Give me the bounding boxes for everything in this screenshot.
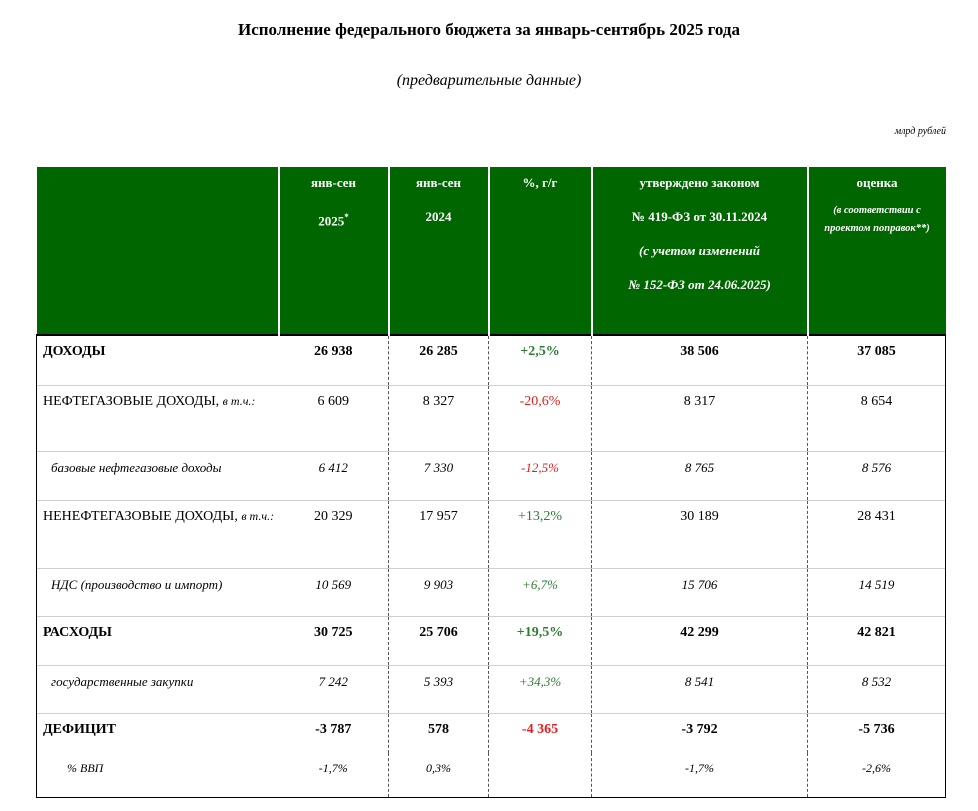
header-2024-year: 2024 (425, 209, 452, 224)
cell-pct: +19,5% (489, 616, 592, 665)
cell-law: 30 189 (592, 500, 808, 568)
row-label (37, 500, 279, 568)
cell-2025: -1,7% (318, 761, 348, 775)
header-pct-label: %, г/г (522, 175, 558, 190)
header-est-line2: (в соответствии с (833, 205, 921, 216)
cell-2025: 30 725 (314, 624, 353, 640)
row-label: НДС (производство и импорт) (37, 568, 279, 616)
cell-2025: -3 787 (315, 721, 352, 737)
cell-law: 38 506 (592, 335, 808, 385)
header-law-line4: № 152-ФЗ от 24.06.2025) (628, 277, 771, 292)
cell-law: 15 706 (592, 568, 808, 616)
cell-estimate: 8 532 (808, 665, 946, 713)
header-est-line3: проектом поправок**) (824, 223, 930, 234)
cell-law: 8 541 (592, 665, 808, 713)
cell-2024: 578 (389, 713, 489, 753)
header-law-line3: (с учетом изменений (639, 243, 760, 258)
cell-estimate: 28 431 (808, 500, 946, 568)
cell-2025: 26 938 (314, 344, 353, 359)
page-subtitle: (предварительные данные) (396, 72, 582, 89)
cell-estimate: 14 519 (808, 568, 946, 616)
cell-2025: 6 609 (317, 393, 349, 409)
row-label: РАСХОДЫ (37, 616, 279, 665)
cell-pct: +6,7% (489, 568, 592, 616)
cell-law: 42 299 (592, 616, 808, 665)
budget-table (36, 167, 946, 798)
cell-2025: 7 242 (318, 673, 348, 689)
row-label-text: НЕНЕФТЕГАЗОВЫЕ ДОХОДЫ, (43, 508, 242, 524)
header-2025-period: янв-сен (310, 175, 357, 190)
row-label: государственные закупки (37, 665, 279, 713)
cell-2024: 17 957 (389, 500, 489, 568)
row-label: ДОХОДЫ (37, 335, 279, 385)
cell-law: -3 792 (592, 713, 808, 753)
header-law-line1: утверждено законом (639, 175, 760, 190)
cell-law: -1,7% (592, 753, 808, 797)
table-row (37, 713, 946, 753)
cell-estimate: -2,6% (808, 753, 946, 797)
cell-pct: +2,5% (489, 335, 592, 385)
row-label-suffix: в т.ч.: (241, 508, 275, 523)
cell-2024: 5 393 (389, 665, 489, 713)
cell-2024: 26 285 (389, 335, 489, 385)
header-col-estimate (808, 167, 946, 335)
table-row (37, 335, 946, 385)
header-col-2025 (279, 167, 389, 335)
page-title: Исполнение федерального бюджета за январь-сентябрь 2025 года (237, 20, 740, 39)
cell-2024: 8 327 (389, 385, 489, 451)
cell-2024: 9 903 (389, 568, 489, 616)
cell-law: 8 317 (592, 385, 808, 451)
header-2025-mark: * (344, 212, 349, 222)
table-row (37, 385, 946, 451)
header-2025-year (280, 209, 388, 229)
header-2024-period: янв-сен (415, 175, 462, 190)
table-row (37, 568, 946, 616)
cell-2025: 20 329 (314, 508, 353, 524)
cell-estimate: 42 821 (808, 616, 946, 665)
row-label-text: НЕФТЕГАЗОВЫЕ ДОХОДЫ, (43, 393, 223, 409)
cell-estimate: 37 085 (808, 335, 946, 385)
row-label-suffix: в т.ч.: (222, 393, 256, 408)
row-label: % ВВП (37, 753, 279, 797)
cell-pct: +13,2% (489, 500, 592, 568)
row-label (37, 385, 279, 451)
header-col-law (592, 167, 808, 335)
units-note: млрд рублей (894, 126, 946, 137)
header-law-line2: № 419-ФЗ от 30.11.2024 (631, 209, 768, 224)
header-col-2024 (389, 167, 489, 335)
header-est-line1: оценка (856, 175, 898, 190)
header-label-cell (37, 167, 279, 335)
header-2025-year-text: 2025 (318, 213, 345, 229)
cell-2024: 25 706 (389, 616, 489, 665)
cell-pct: -12,5% (489, 451, 592, 500)
cell-pct (489, 753, 592, 797)
cell-2024: 7 330 (389, 451, 489, 500)
cell-2024: 0,3% (389, 753, 489, 797)
cell-estimate: 8 576 (808, 451, 946, 500)
cell-pct: -4 365 (489, 713, 592, 753)
cell-pct: +34,3% (489, 665, 592, 713)
row-label: базовые нефтегазовые доходы (37, 451, 279, 500)
cell-estimate: -5 736 (808, 713, 946, 753)
header-col-pct (489, 167, 592, 335)
cell-law: 8 765 (592, 451, 808, 500)
table-row (37, 665, 946, 713)
cell-pct: -20,6% (489, 385, 592, 451)
cell-2025: 6 412 (318, 459, 348, 475)
cell-2025: 10 569 (315, 576, 352, 592)
table-row (37, 616, 946, 665)
cell-estimate: 8 654 (808, 385, 946, 451)
table-row (37, 753, 946, 797)
header-row (37, 167, 946, 335)
table-row (37, 451, 946, 500)
row-label: ДЕФИЦИТ (37, 713, 279, 753)
table-row (37, 500, 946, 568)
